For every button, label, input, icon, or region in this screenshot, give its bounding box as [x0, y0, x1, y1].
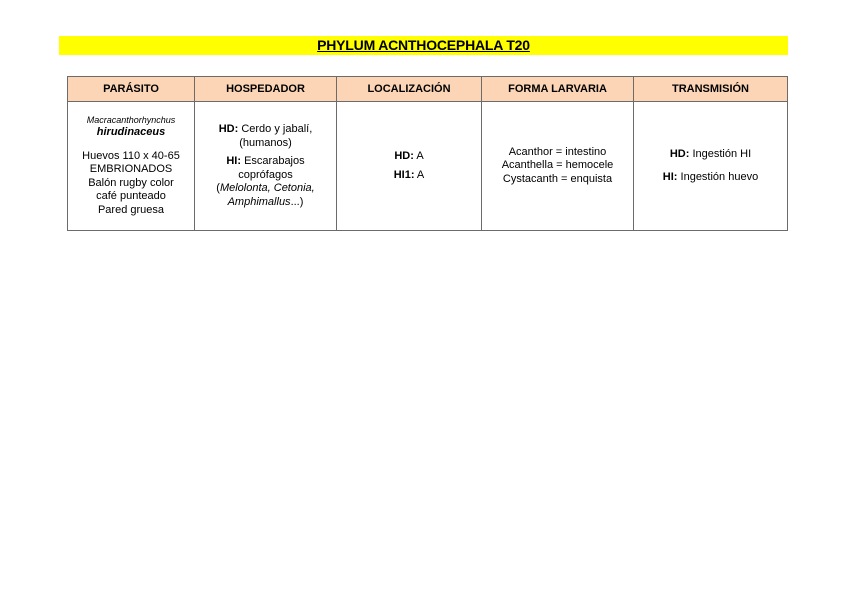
trans-hi-value: Ingestión huevo: [677, 171, 759, 183]
trans-hi-label: HI:: [662, 171, 678, 183]
title-banner: [59, 36, 788, 55]
loc-hd-line: [341, 150, 477, 164]
parasite-egg-size: Huevos 110 x 40-65: [82, 149, 180, 162]
header-transmision: TRANSMISIÓN: [634, 77, 788, 102]
parasite-egg-color: café punteado: [96, 190, 166, 202]
loc-hi-value: A: [414, 168, 425, 181]
host-hd-label: HD:: [218, 123, 239, 135]
header-parasito: PARÁSITO: [68, 77, 195, 102]
trans-hd-label: HD:: [669, 147, 690, 160]
header-hospedador: HOSPEDADOR: [195, 77, 337, 102]
loc-hi-line: [341, 169, 477, 183]
page-title: PHYLUM ACNTHOCEPHALA T20: [317, 37, 530, 53]
table-header-row: [68, 77, 788, 102]
cell-localizacion: [337, 102, 482, 231]
table-row: [68, 102, 788, 231]
host-hi-line: [199, 155, 332, 169]
parasite-species: hirudinaceus: [96, 126, 166, 138]
loc-hd-label: HD:: [394, 150, 414, 162]
host-hi-examples-line: [199, 182, 332, 209]
host-hd-line: [199, 123, 332, 137]
cell-transmision: [634, 102, 788, 231]
larva-acanthor: Acanthor = intestino: [508, 145, 607, 158]
cell-parasito: [68, 102, 195, 231]
trans-hi-line: [638, 171, 783, 185]
header-forma-larvaria: FORMA LARVARIA: [482, 77, 634, 102]
parasite-table: [67, 76, 788, 231]
loc-hi-label: HI1:: [393, 168, 415, 181]
host-hi-text: Escarabajos: [241, 155, 305, 167]
trans-hd-value: Ingestión HI: [689, 147, 752, 160]
trans-hd-line: [638, 148, 783, 162]
paren-open: (: [216, 182, 220, 194]
cell-forma-larvaria: [482, 102, 634, 231]
larva-acanthella: Acanthella = hemocele: [501, 159, 614, 172]
parasite-egg-state: EMBRIONADOS: [89, 163, 173, 175]
loc-hd-value: A: [413, 150, 424, 162]
parasite-egg-wall: Pared gruesa: [97, 203, 165, 216]
host-hd-text: Cerdo y jabalí,: [238, 123, 313, 135]
header-localizacion: LOCALIZACIÓN: [337, 77, 482, 102]
host-hi-examples: Melolonta, Cetonia, Amphimallus: [219, 182, 315, 208]
larva-cystacanth: Cystacanth = enquista: [502, 172, 613, 185]
host-hi-text-2: coprófagos: [238, 168, 293, 181]
host-hi-label: HI:: [226, 155, 242, 167]
paren-close: ...): [290, 195, 304, 208]
parasite-egg-shape: Balón rugby color: [88, 176, 174, 189]
host-hd-text-2: (humanos): [239, 136, 292, 149]
cell-hospedador: [195, 102, 337, 231]
parasite-genus: Macracanthorhynchus: [86, 115, 176, 125]
